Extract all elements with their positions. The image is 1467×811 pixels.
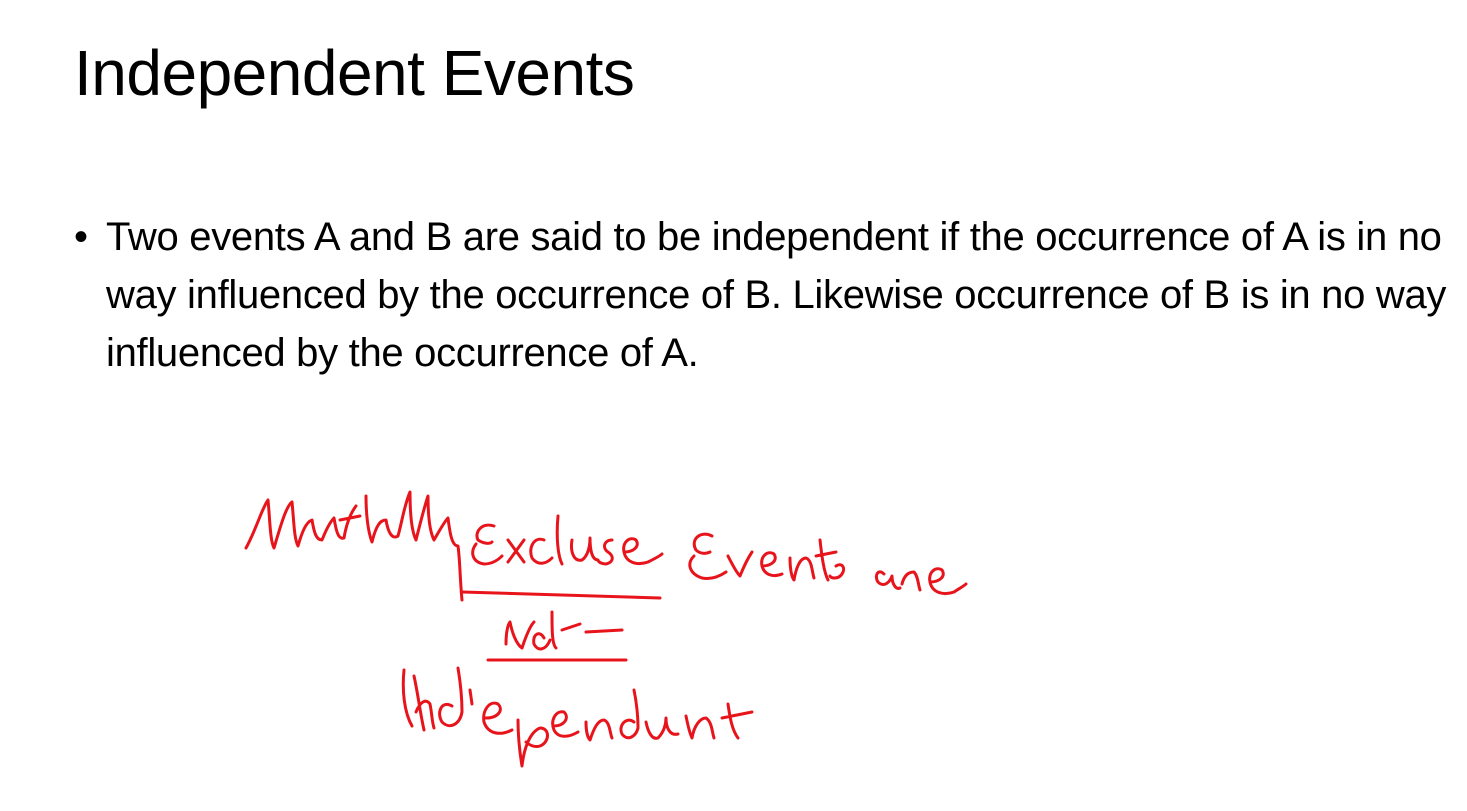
bullet-item	[74, 208, 1459, 382]
ink-underline-1	[462, 592, 660, 598]
handwriting-ink	[246, 492, 966, 766]
ink-word-events	[690, 534, 844, 580]
bullet-list	[74, 208, 1459, 382]
ink-word-independent	[403, 668, 752, 766]
bullet-text: Two events A and B are said to be independent if the occurrence of A is in no way influenced by the occurrence of B. Likewise occurrence of B is in no way influenced by the occurrence of A.	[106, 215, 1447, 375]
ink-word-not	[506, 612, 622, 649]
ink-word-mutually	[246, 492, 462, 600]
ink-word-are	[876, 569, 966, 594]
slide-title: Independent Events	[74, 37, 635, 109]
ink-word-exclusive	[473, 516, 662, 564]
bullet-marker: •	[74, 215, 88, 259]
